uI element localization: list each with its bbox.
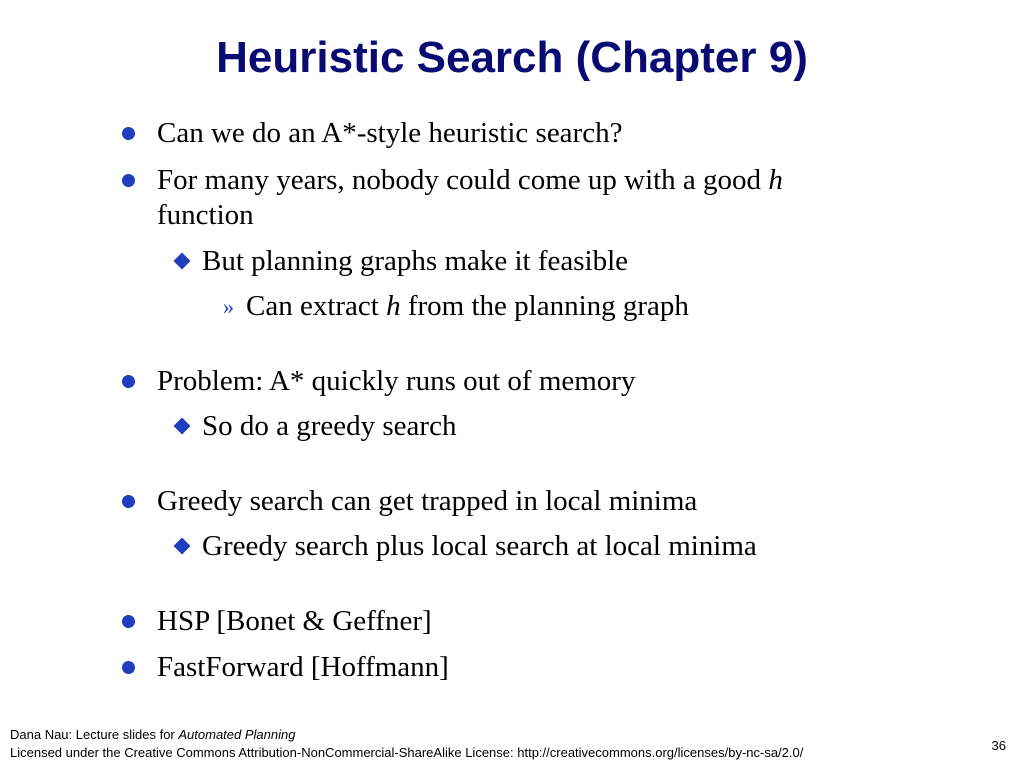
- sub-bullet-text: But planning graphs make it feasible: [202, 245, 629, 277]
- slide-title: Heuristic Search (Chapter 9): [216, 33, 808, 82]
- footer-credit-prefix: Dana Nau: Lecture slides for: [10, 727, 179, 742]
- footer-credit: [10, 727, 295, 743]
- bullet-text: FastForward [Hoffmann]: [157, 651, 449, 683]
- sub-bullet-text: Greedy search plus local search at local minima: [202, 530, 757, 562]
- bullet-text: HSP [Bonet & Geffner]: [157, 605, 432, 637]
- italic-h: h: [768, 164, 783, 196]
- bullet-text: Problem: A* quickly runs out of memory: [157, 365, 636, 397]
- bullet-circle-icon: [122, 495, 135, 508]
- bullet-diamond-icon: [174, 253, 191, 270]
- bullet-text-part: For many years, nobody could come up with a good: [157, 164, 769, 196]
- bullet-circle-icon: [122, 661, 135, 674]
- bullet-circle-icon: [122, 375, 135, 388]
- sub-sub-bullet-text: [246, 289, 689, 323]
- bullet-raquo-icon: »: [223, 294, 234, 319]
- sub-bullet-text: So do a greedy search: [202, 410, 457, 442]
- bullet-circle-icon: [122, 174, 135, 187]
- bullet-text: Greedy search can get trapped in local minima: [157, 485, 698, 517]
- bullet-circle-icon: [122, 127, 135, 140]
- bullet-diamond-icon: [174, 418, 191, 435]
- footer-book-title: Automated Planning: [178, 727, 296, 742]
- footer-license: Licensed under the Creative Commons Attribution-NonCommercial-ShareAlike License: http://creativecommons.org/licenses/by-nc-sa/2.0/: [10, 745, 804, 760]
- bullet-text-continuation: function: [157, 199, 254, 231]
- page-number: 36: [991, 738, 1006, 753]
- bullet-circle-icon: [122, 615, 135, 628]
- bullet-text-part: Can extract: [246, 290, 387, 322]
- bullet-text-part: from the planning graph: [400, 290, 689, 322]
- bullet-text: [157, 163, 783, 197]
- bullet-diamond-icon: [174, 538, 191, 555]
- bullet-text: Can we do an A*-style heuristic search?: [157, 117, 623, 149]
- italic-h: h: [386, 290, 401, 322]
